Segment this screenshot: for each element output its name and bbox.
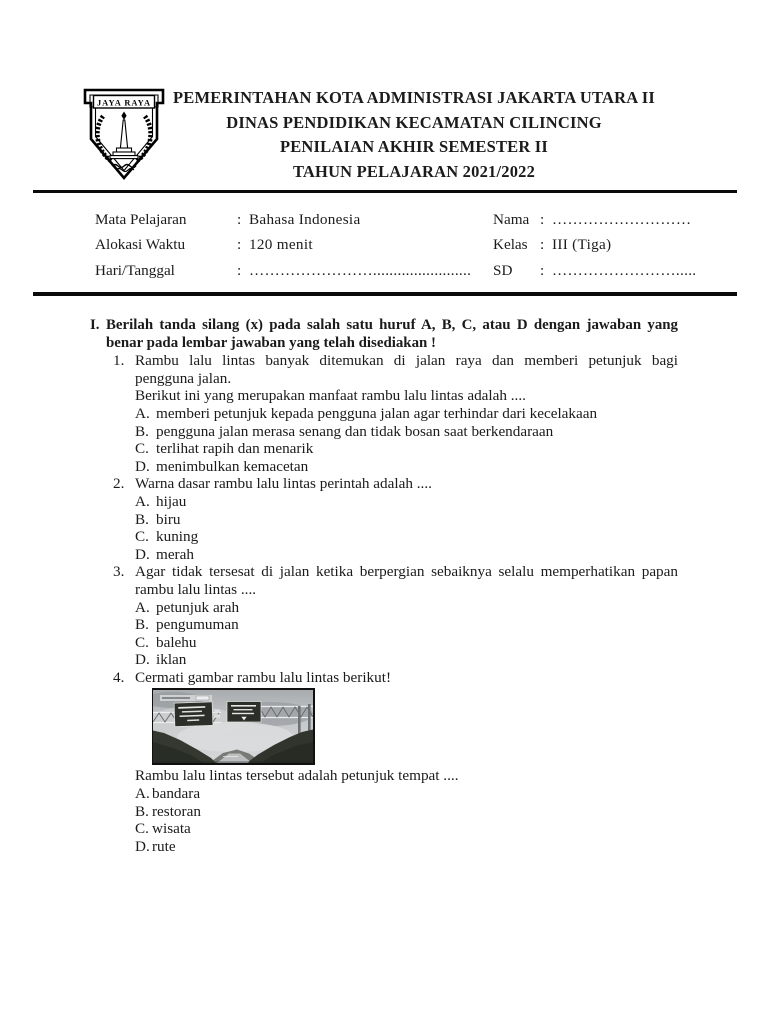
- option-c: [135, 820, 678, 838]
- colon-separator: :: [237, 236, 242, 254]
- question-body: [135, 475, 678, 563]
- subject-value: Bahasa Indonesia: [249, 211, 361, 228]
- name-label: Nama: [493, 211, 530, 228]
- option-text: pengumuman: [156, 616, 239, 634]
- question-3: [113, 563, 678, 669]
- info-row-date: [95, 262, 493, 287]
- info-left-column: [95, 211, 493, 287]
- option-letter: B.: [135, 802, 149, 820]
- question-stem-line: Rambu lalu lintas banyak ditemukan di jalan raya dan memberi petunjuk bagi: [135, 352, 678, 370]
- colon-separator: :: [237, 261, 242, 279]
- question-list: [113, 352, 678, 855]
- option-b: [135, 423, 678, 441]
- question-body: [135, 563, 678, 669]
- option-text: bandara: [152, 785, 201, 803]
- option-letter: C.: [135, 820, 149, 838]
- option-b: [135, 803, 678, 821]
- option-letter: A.: [135, 404, 150, 422]
- option-b: [135, 616, 678, 634]
- option-text: wisata: [152, 820, 191, 838]
- option-text: merah: [156, 545, 194, 563]
- option-text: hijau: [156, 492, 187, 510]
- option-text: kuning: [156, 528, 199, 546]
- question-2: [113, 475, 678, 563]
- option-letter: D.: [135, 457, 150, 475]
- info-row-subject: [95, 211, 493, 236]
- option-c: [135, 440, 678, 458]
- option-text: pengguna jalan merasa senang dan tidak bosan saat berkendaraan: [156, 422, 554, 440]
- option-text: petunjuk arah: [156, 598, 240, 616]
- class-value: III (Tiga): [552, 236, 612, 254]
- info-row-class: [493, 236, 708, 261]
- school-blank-line: …………………….....: [552, 261, 697, 279]
- option-letter: A.: [135, 598, 150, 616]
- option-letter: B.: [135, 616, 149, 634]
- class-label: Kelas: [493, 236, 528, 254]
- option-text: rute: [152, 837, 176, 855]
- subject-label: Mata Pelajaran: [95, 211, 187, 228]
- option-letter: C.: [135, 440, 149, 458]
- question-1: [113, 352, 678, 475]
- option-d: [135, 651, 678, 669]
- question-stem-line: pengguna jalan.: [135, 369, 232, 387]
- option-letter: D.: [135, 545, 150, 563]
- option-a: [135, 785, 678, 803]
- option-text: memberi petunjuk kepada pengguna jalan agar terhindar dari kecelakaan: [156, 404, 598, 422]
- question-stem-line: Rambu lalu lintas tersebut adalah petunjuk tempat ....: [135, 767, 459, 785]
- section-instruction-text: [106, 317, 678, 352]
- header-department-line: DINAS PENDIDIKAN KECAMATAN CILINCING: [226, 112, 602, 132]
- option-d: [135, 838, 678, 856]
- option-text: restoran: [152, 802, 201, 820]
- section-numeral: I.: [90, 317, 100, 333]
- question-stem-line: Berikut ini yang merupakan manfaat rambu lalu lintas adalah ....: [135, 387, 526, 405]
- document-header: [80, 86, 738, 184]
- school-label: SD: [493, 261, 513, 279]
- option-text: menimbulkan kemacetan: [156, 457, 309, 475]
- option-letter: A.: [135, 785, 150, 803]
- option-letter: A.: [135, 492, 150, 510]
- option-c: [135, 634, 678, 652]
- option-a: [135, 493, 678, 511]
- info-row-school: [493, 262, 708, 287]
- traffic-sign-photo: [152, 688, 315, 765]
- header-government-line: PEMERINTAHAN KOTA ADMINISTRASI JAKARTA UTARA II: [172, 88, 656, 107]
- section-instruction: [90, 317, 678, 352]
- question-body: [135, 669, 678, 856]
- colon-separator: :: [540, 236, 545, 254]
- question-stem-line: Cermati gambar rambu lalu lintas berikut!: [135, 668, 391, 686]
- info-right-column: [493, 211, 708, 287]
- option-letter: D.: [135, 651, 150, 669]
- option-text: biru: [156, 510, 181, 528]
- question-number: 1.: [113, 352, 125, 370]
- question-4: [113, 669, 678, 856]
- name-blank-line: ………………………: [552, 211, 692, 228]
- section-divider-rule: [33, 292, 737, 296]
- option-letter: C.: [135, 633, 149, 651]
- date-label: Hari/Tanggal: [95, 261, 175, 279]
- option-b: [135, 511, 678, 529]
- option-text: balehu: [156, 633, 197, 651]
- question-stem-line: Warna dasar rambu lalu lintas perintah adalah ....: [135, 475, 432, 493]
- option-text: terlihat rapih dan menarik: [156, 440, 314, 458]
- question-number: 3.: [113, 563, 125, 581]
- colon-separator: :: [540, 261, 545, 279]
- logo-banner-text: JAYA RAYA: [97, 97, 151, 108]
- question-body: [135, 352, 678, 475]
- option-d: [135, 546, 678, 564]
- instruction-line: Berilah tanda silang (x) pada salah satu huruf A, B, C, atau D dengan jawaban yang: [106, 317, 678, 333]
- header-school-year-line: TAHUN PELAJARAN 2021/2022: [292, 161, 536, 181]
- option-a: [135, 599, 678, 617]
- question-stem-line: Agar tidak tersesat di jalan ketika berpergian sebaiknya selalu memperhatikan papan: [135, 563, 678, 581]
- option-d: [135, 458, 678, 476]
- option-letter: C.: [135, 528, 149, 546]
- option-c: [135, 528, 678, 546]
- time-label: Alokasi Waktu: [95, 236, 186, 254]
- time-value: 120 menit: [249, 236, 313, 254]
- exam-body: [90, 317, 678, 855]
- info-row-time: [95, 236, 493, 261]
- header-divider-rule: [33, 190, 737, 193]
- colon-separator: :: [237, 211, 242, 228]
- option-letter: B.: [135, 422, 149, 440]
- option-letter: B.: [135, 510, 149, 528]
- option-a: [135, 405, 678, 423]
- date-blank-line: ……………………........................: [249, 261, 472, 279]
- option-text: iklan: [156, 651, 187, 669]
- colon-separator: :: [540, 211, 545, 228]
- question-number: 4.: [113, 668, 125, 686]
- option-letter: D.: [135, 837, 150, 855]
- exam-info-table: [95, 211, 708, 287]
- jakarta-jaya-raya-emblem-icon: [80, 86, 168, 183]
- question-number: 2.: [113, 475, 125, 493]
- question-stem-line: rambu lalu lintas ....: [135, 580, 257, 598]
- header-exam-title-line: PENILAIAN AKHIR SEMESTER II: [279, 137, 549, 157]
- info-row-name: [493, 211, 708, 236]
- instruction-line: benar pada lembar jawaban yang telah disediakan !: [106, 334, 437, 351]
